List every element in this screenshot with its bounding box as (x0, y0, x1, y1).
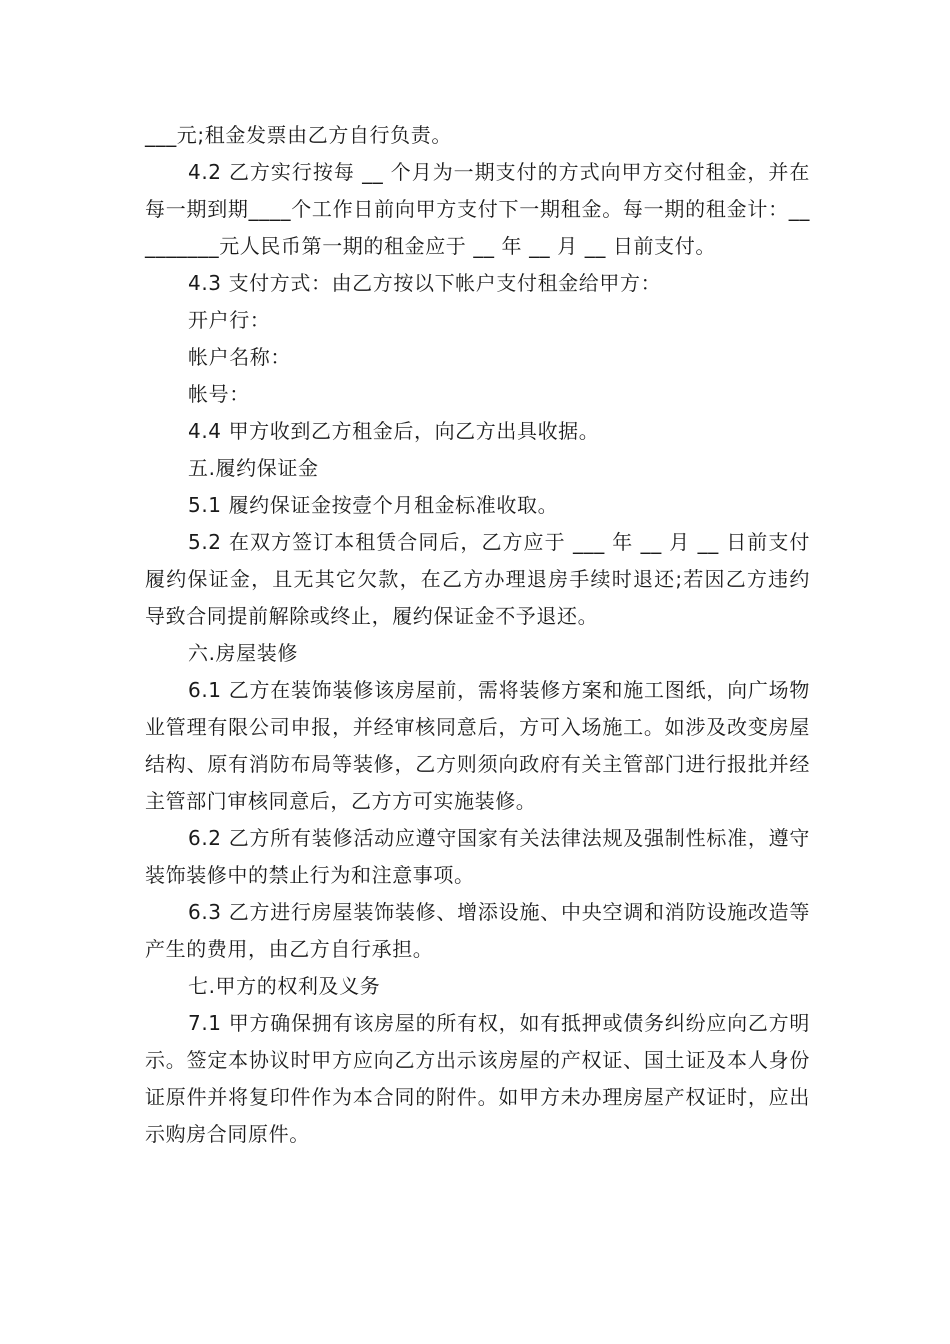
paragraph-4-2: 4.2 乙方实行按每 __ 个月为一期支付的方式向甲方交付租金，并在每一期到期____个工作日前向甲方支付下一期租金。每一期的租金计：_________元人民币第一期的租金应于 __ 年 __ 月 __ 日前支付。 (145, 160, 810, 258)
paragraph-6-1: 6.1 乙方在装饰装修该房屋前，需将装修方案和施工图纸，向广场物业管理有限公司申报，并经审核同意后，方可入场施工。如涉及改变房屋结构、原有消防布局等装修，乙方则须向政府有关主管部门进行报批并经主管部门审核同意后，乙方方可实施装修。 (145, 678, 810, 813)
paragraph-4-3: 4.3 支付方式：由乙方按以下帐户支付租金给甲方： (188, 271, 662, 295)
field-account-name: 帐户名称： (188, 345, 291, 369)
section-heading-6: 六.房屋装修 (188, 641, 298, 665)
paragraph-5-1: 5.1 履约保证金按壹个月租金标准收取。 (188, 493, 559, 517)
document-body (145, 117, 810, 1153)
field-bank: 开户行： (188, 308, 271, 332)
paragraph-5-2: 5.2 在双方签订本租赁合同后，乙方应于 ___ 年 __ 月 __ 日前支付履约保证金，且无其它欠款，在乙方办理退房手续时退还;若因乙方违约导致合同提前解除或终止，履约保证金不予退还。 (145, 530, 810, 628)
paragraph-7-1: 7.1 甲方确保拥有该房屋的所有权，如有抵押或债务纠纷应向乙方明示。签定本协议时甲方应向乙方出示该房屋的产权证、国土证及本人身份证原件并将复印件作为本合同的附件。如甲方未办理房屋产权证时，应出示购房合同原件。 (145, 1011, 810, 1146)
paragraph-rent-invoice: ___元;租金发票由乙方自行负责。 (145, 123, 452, 147)
paragraph-6-3: 6.3 乙方进行房屋装饰装修、增添设施、中央空调和消防设施改造等产生的费用，由乙方自行承担。 (145, 900, 810, 961)
field-account-number: 帐号： (188, 382, 250, 406)
section-heading-5: 五.履约保证金 (188, 456, 319, 480)
paragraph-6-2: 6.2 乙方所有装修活动应遵守国家有关法律法规及强制性标准，遵守装饰装修中的禁止行为和注意事项。 (145, 826, 810, 887)
paragraph-4-4: 4.4 甲方收到乙方租金后，向乙方出具收据。 (188, 419, 600, 443)
section-heading-7: 七.甲方的权利及义务 (188, 974, 381, 998)
